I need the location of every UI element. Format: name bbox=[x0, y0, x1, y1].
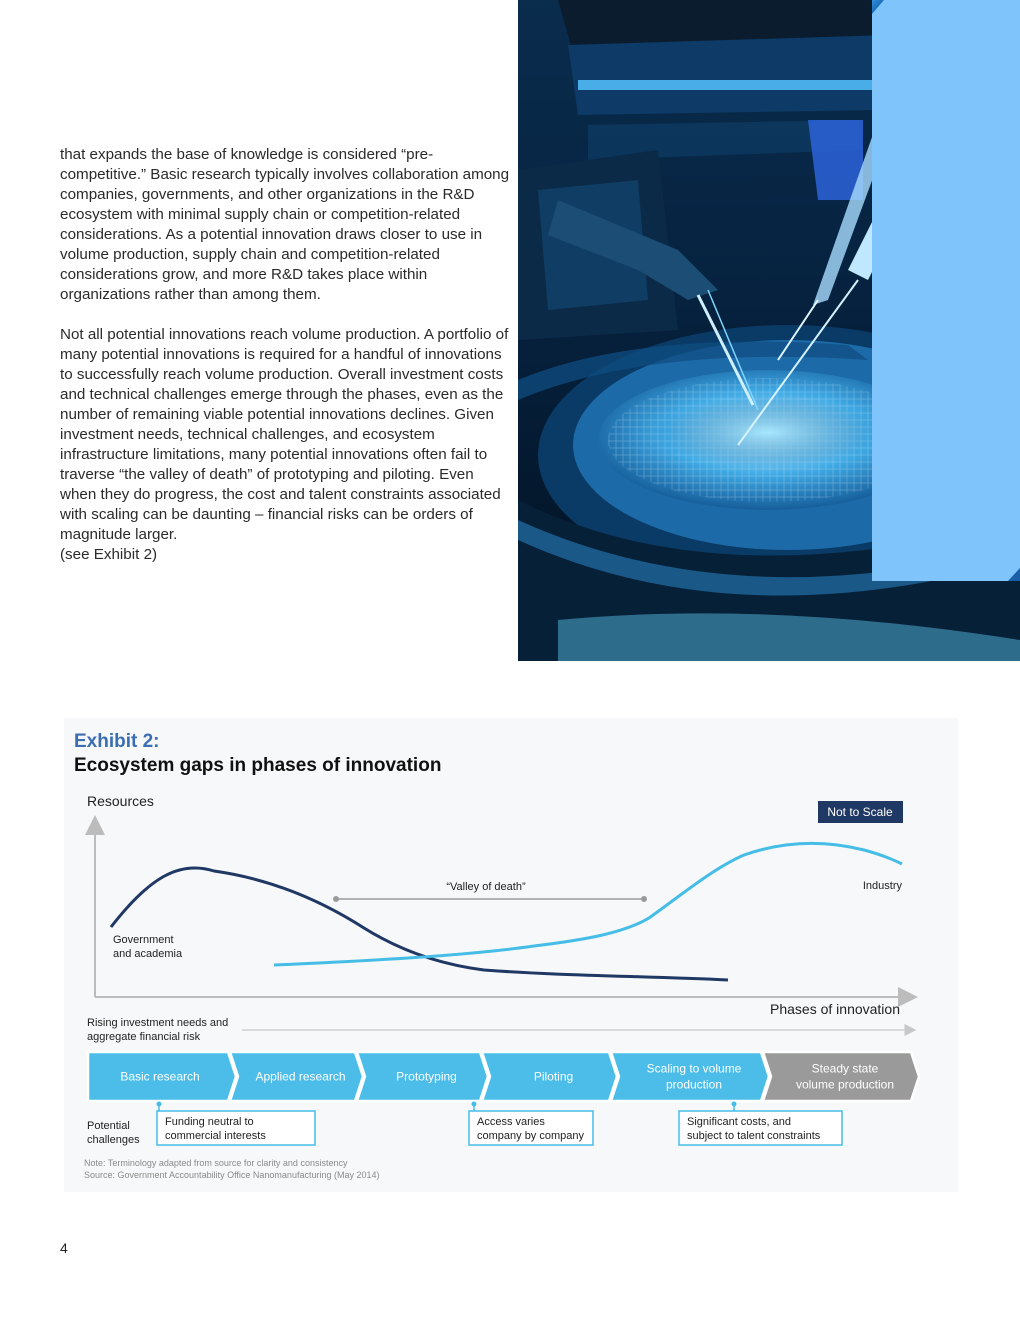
exhibit-source: Source: Government Accountability Office Nanomanufacturing (May 2014) bbox=[84, 1170, 380, 1180]
industry-curve bbox=[274, 843, 902, 965]
risk-label-line-1: Rising investment needs and bbox=[87, 1017, 229, 1029]
challenges-label-line-2: challenges bbox=[87, 1134, 140, 1146]
phase-arrows bbox=[88, 1052, 919, 1101]
phase-label-6-line-2: volume production bbox=[795, 1077, 895, 1092]
challenge-boxes bbox=[157, 1102, 843, 1146]
valley-of-death-label: “Valley of death” bbox=[446, 881, 526, 893]
phase-arrow-5 bbox=[611, 1052, 769, 1101]
exhibit-label: Exhibit 2: bbox=[74, 731, 160, 752]
challenge-text-2-line-1: Access varies bbox=[477, 1116, 545, 1128]
challenge-text-1-line-1: Funding neutral to bbox=[165, 1116, 254, 1128]
phase-label-1-line-1: Basic research bbox=[120, 1069, 200, 1084]
phase-label-3-line-1: Prototyping bbox=[396, 1069, 457, 1084]
not-to-scale-label: Not to Scale bbox=[827, 805, 893, 819]
paragraph-1: that expands the base of knowledge is considered “pre-competitive.” Basic research typically involves collaboration among companies, governments, and other organizations in the R&D ecosystem with minimal supply chain or competition-related considerations. As a potential innovation draws closer to use in volume production, supply chain and competition-related considerations grow, and more R&D takes place within organizations rather than among them. bbox=[60, 146, 510, 303]
challenge-dot-1 bbox=[157, 1102, 162, 1107]
phase-label-5-line-1: Scaling to volume bbox=[646, 1061, 742, 1076]
innovation-phases-chart bbox=[64, 718, 958, 1192]
phase-label-6-line-1: Steady state bbox=[811, 1061, 879, 1076]
valley-start-dot bbox=[333, 896, 339, 902]
phase-label-2-line-1: Applied research bbox=[255, 1069, 346, 1084]
government-label-line-1: Government bbox=[113, 934, 174, 946]
body-text bbox=[60, 145, 510, 585]
exhibit-note: Note: Terminology adapted from source for clarity and consistency bbox=[84, 1158, 348, 1168]
exhibit-title: Ecosystem gaps in phases of innovation bbox=[74, 755, 442, 776]
y-axis-label: Resources bbox=[87, 793, 154, 809]
paragraph-2-text: Not all potential innovations reach volume production. A portfolio of many potential innovations is required for a handful of innovations to successfully reach volume production. Overall investment costs and technical challenges emerge through the phases, even as the number of remaining viable potential innovations declines. Given investment needs, technical challenges, and ecosystem infrastructure limitations, many potential innovations often fail to traverse “the valley of death” of prototyping and piloting. Even when they do progress, the cost and talent constraints associated with scaling can be daunting – financial risks can be orders of magnitude larger. bbox=[60, 326, 509, 543]
wafer-illustration bbox=[518, 0, 1020, 661]
x-axis-label: Phases of innovation bbox=[770, 1001, 900, 1017]
paragraph-2-reference: (see Exhibit 2) bbox=[60, 546, 158, 563]
government-label-line-2: and academia bbox=[113, 948, 183, 960]
paragraph-2 bbox=[60, 325, 510, 565]
semiconductor-wafer-photo bbox=[518, 0, 1020, 661]
phase-arrow-6 bbox=[763, 1052, 919, 1101]
phase-label-4-line-1: Piloting bbox=[533, 1069, 574, 1084]
challenges-label-line-1: Potential bbox=[87, 1120, 130, 1132]
challenge-text-3-line-1: Significant costs, and bbox=[687, 1116, 791, 1128]
challenge-text-2-line-2: company by company bbox=[477, 1130, 584, 1142]
industry-label: Industry bbox=[862, 880, 902, 892]
challenge-text-1-line-2: commercial interests bbox=[165, 1130, 266, 1142]
valley-end-dot bbox=[641, 896, 647, 902]
exhibit-2 bbox=[64, 718, 958, 1192]
challenge-text-3-line-2: subject to talent constraints bbox=[687, 1130, 821, 1142]
risk-label-line-2: aggregate financial risk bbox=[87, 1031, 201, 1043]
page-number: 4 bbox=[60, 1240, 68, 1256]
challenge-dot-3 bbox=[732, 1102, 737, 1107]
phase-label-5-line-2: production bbox=[665, 1077, 723, 1092]
challenge-dot-2 bbox=[472, 1102, 477, 1107]
